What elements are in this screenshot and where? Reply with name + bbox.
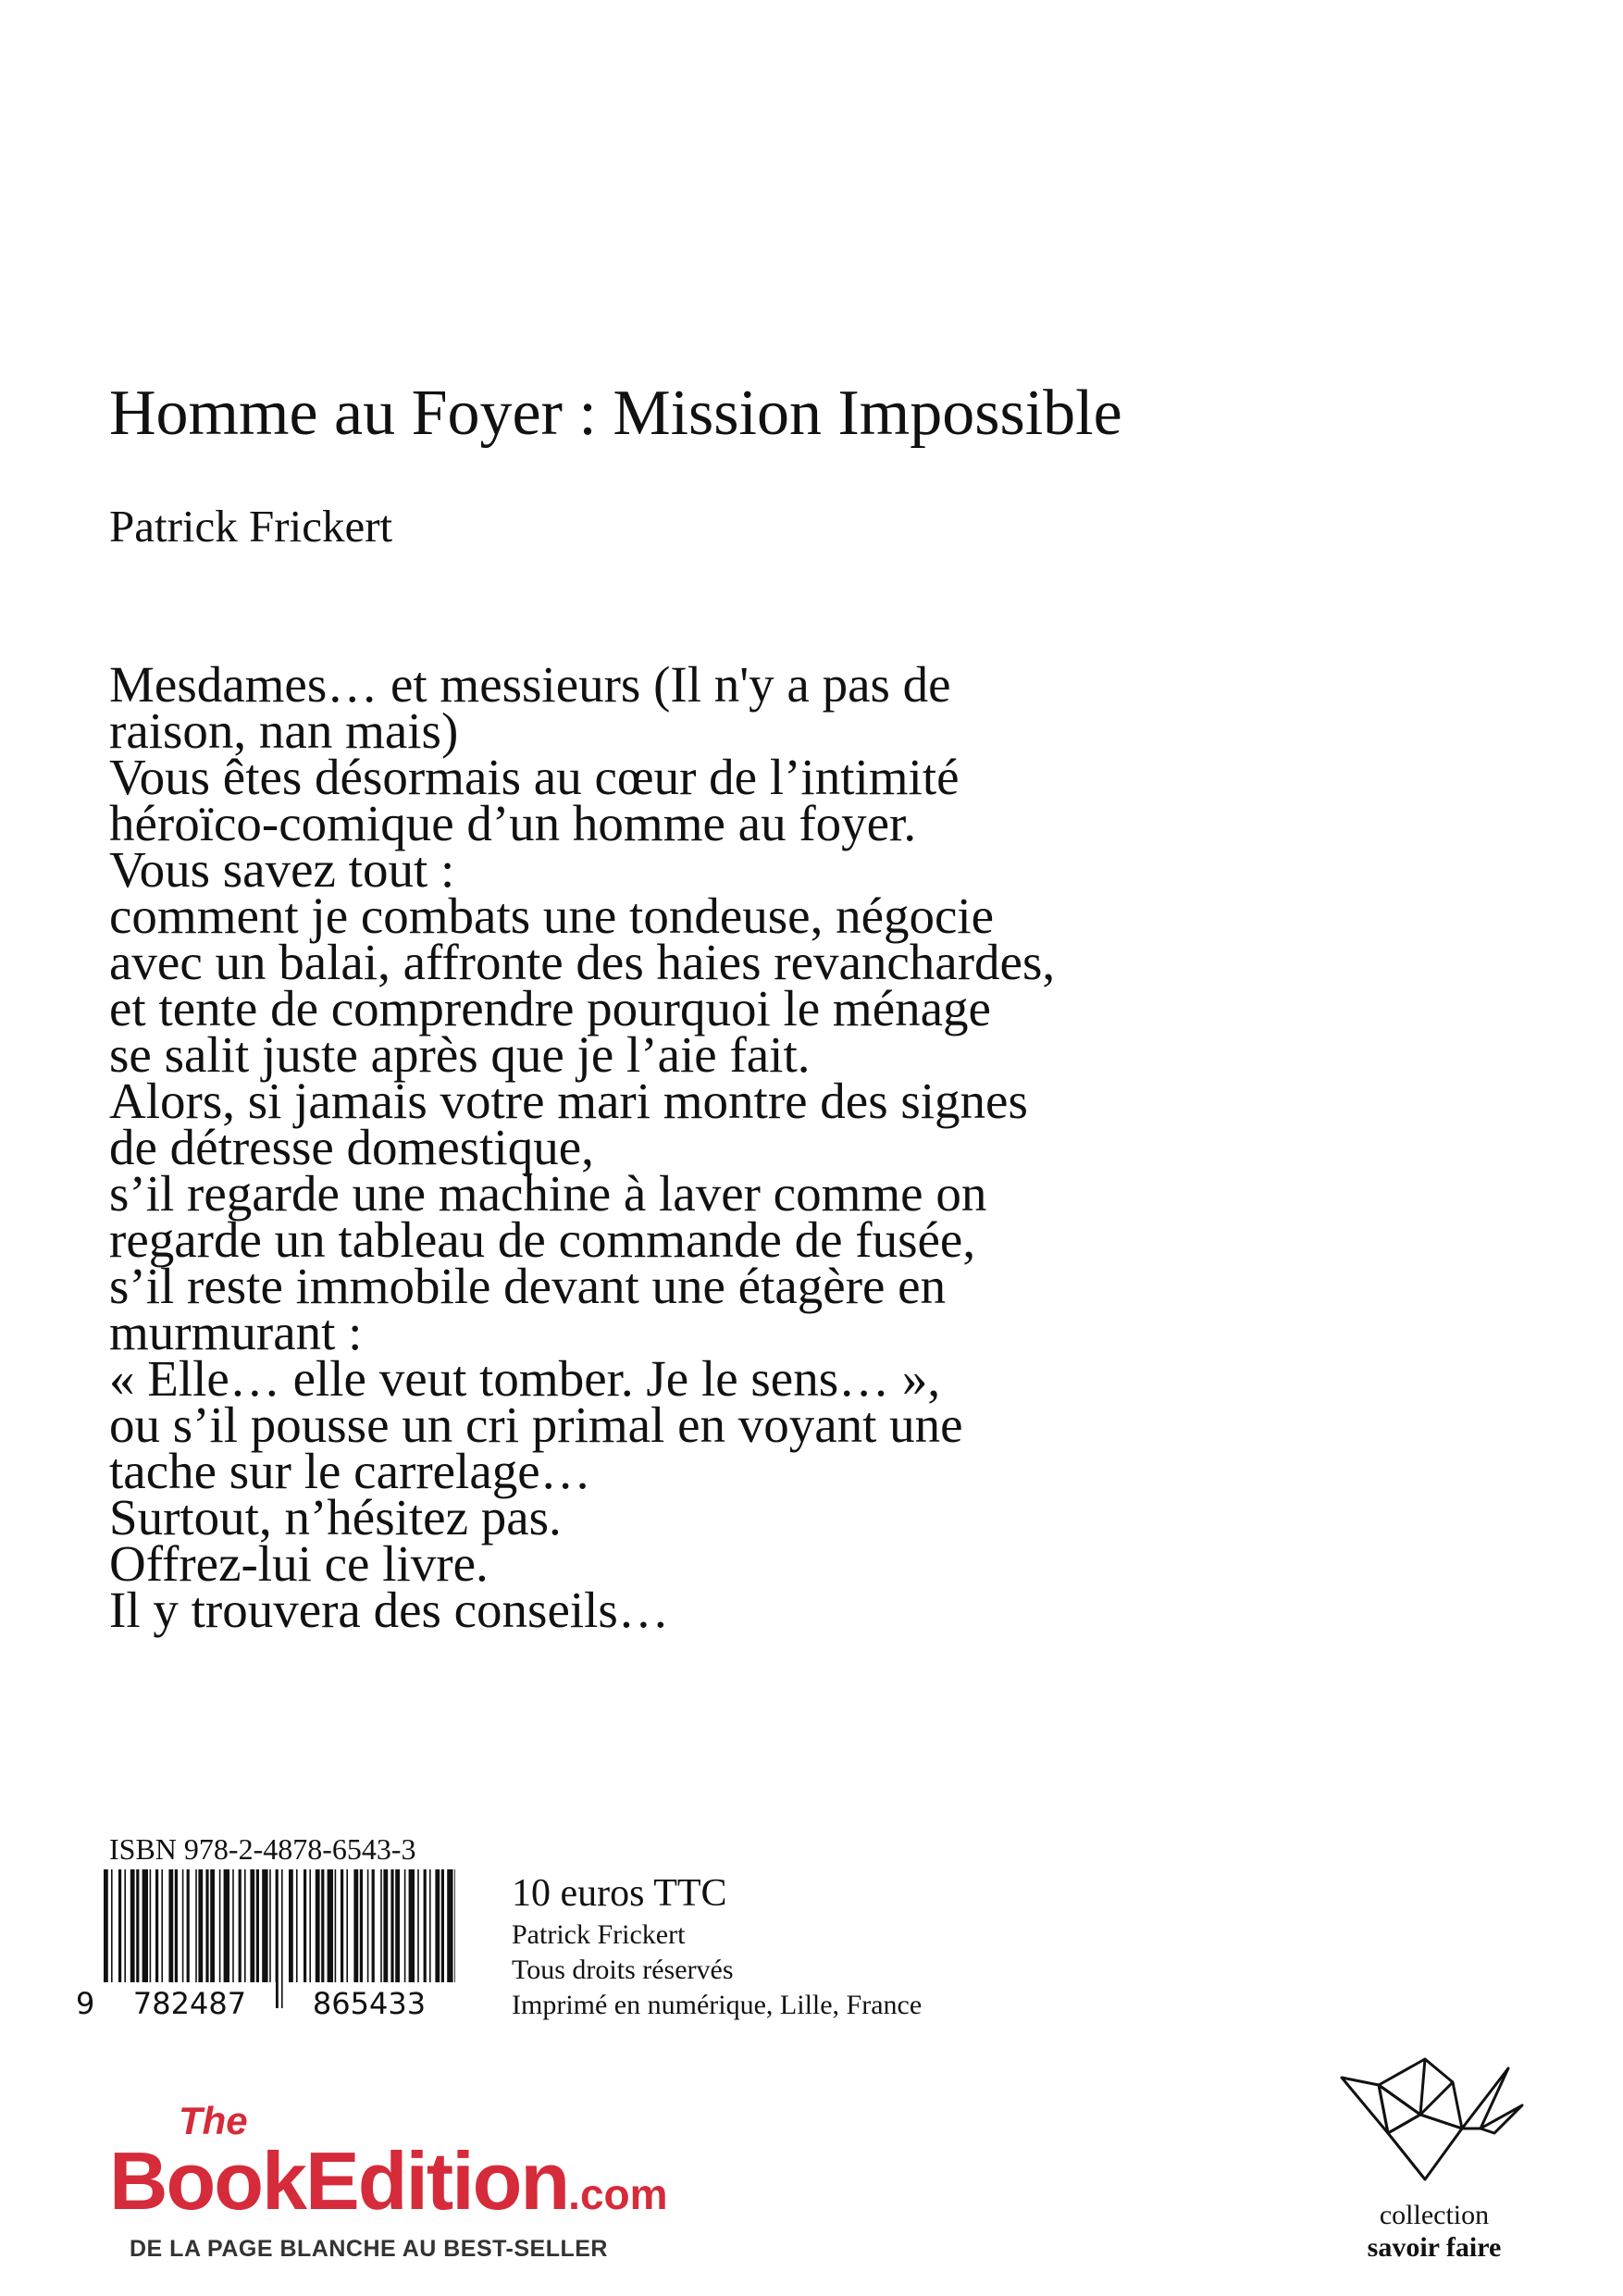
isbn-barcode [67,1869,455,2017]
blurb-line: s’il reste immobile devant une étagère en [109,1258,947,1314]
barcode-right-digits: 865433 [312,1986,427,2017]
blurb-line: Offrez-lui ce livre. [109,1535,489,1592]
blurb-line: « Elle… elle veut tomber. Je le sens… », [109,1350,941,1407]
collection-label: collection [1379,2200,1490,2230]
isbn-label: ISBN 978-2-4878-6543-3 [109,1832,416,1866]
blurb-line: s’il regarde une machine à laver comme on [109,1165,987,1222]
logo-wordmark [109,2134,668,2228]
price: 10 euros TTC [512,1872,727,1915]
barcode-bar [276,1869,279,2008]
barcode-graphic [67,1869,455,2017]
barcode-first-digit: 9 [76,1986,95,2017]
blurb-line: raison, nan mais) [109,702,459,759]
blurb-line: ou s’il pousse un cri primal en voyant une [109,1396,963,1453]
publisher-logo [109,2099,668,2265]
collection-name: savoir faire [1367,2232,1502,2263]
blurb-line: comment je combats une tondeuse, négocie [109,887,995,944]
imprint-author: Patrick Frickert [512,1919,686,1950]
barcode-bar [281,1869,283,2008]
logo-domain: .com [568,2170,668,2218]
blurb-line: tache sur le carrelage… [109,1443,591,1499]
barcode-left-digits: 782487 [132,1986,247,2017]
logo-name: BookEdition [109,2135,569,2227]
blurb-line: Surtout, n’hésitez pas. [109,1489,562,1545]
blurb-line: avec un balai, affronte des haies revanchardes, [109,934,1056,990]
blurb-line: et tente de comprendre pourquoi le ménage [109,980,991,1036]
blurb-line: héroïco-comique d’un homme au foyer. [109,795,917,851]
blurb-line: Vous êtes désormais au cœur de l’intimité [109,749,960,805]
book-author: Patrick Frickert [109,501,393,552]
back-cover-blurb [109,656,1451,1638]
logo-tagline: DE LA PAGE BLANCHE AU BEST-SELLER [130,2236,608,2262]
rights-notice: Tous droits réservés [512,1955,734,1985]
blurb-line: Il y trouvera des conseils… [109,1582,669,1638]
blurb-line: Alors, si jamais votre mari montre des signes [109,1073,1028,1129]
blurb-line: se salit juste après que je l’aie fait. [109,1026,811,1083]
blurb-line: murmurant : [109,1304,363,1360]
book-title: Homme au Foyer : Mission Impossible [109,378,1122,449]
blurb-line: regarde un tableau de commande de fusée, [109,1211,976,1268]
blurb-line: Mesdames… et messieurs (Il n'y a pas de [109,656,951,713]
print-location: Imprimé en numérique, Lille, France [512,1990,923,2020]
logo-the-text: The [179,2099,248,2142]
blurb-line: de détresse domestique, [109,1119,594,1175]
blurb-line: Vous savez tout : [109,841,455,898]
origami-crane-icon [1332,2041,1536,2189]
